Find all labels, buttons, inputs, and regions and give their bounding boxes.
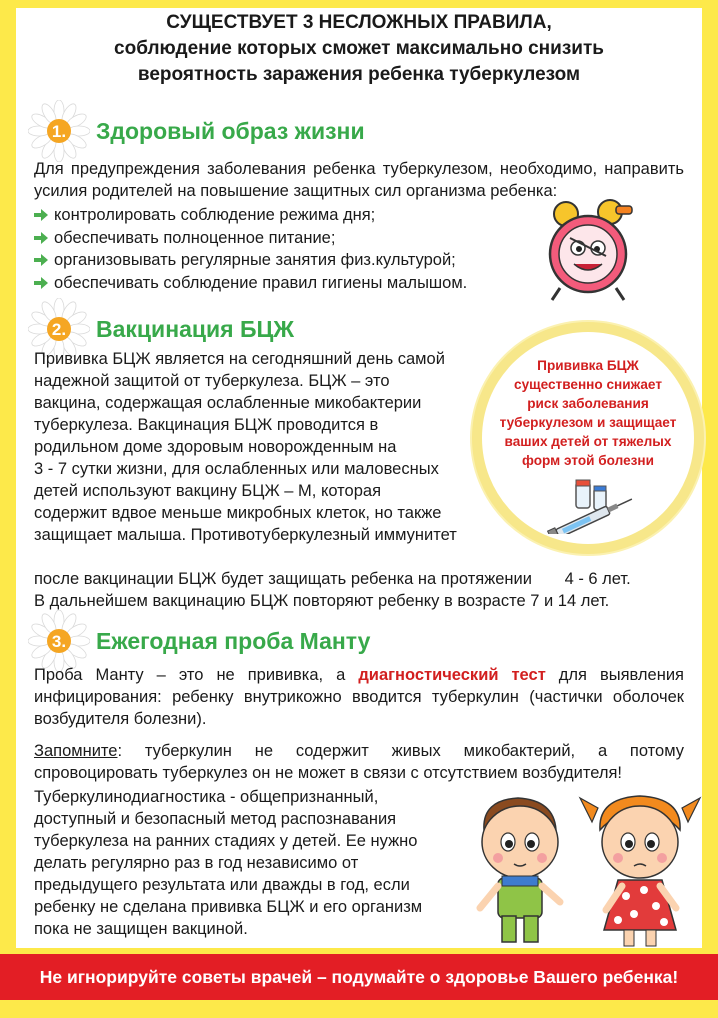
section-2-line-11: В дальнейшем вакцинацию БЦЖ повторяют ребенку в возрасте 7 и 14 лет.: [34, 592, 610, 610]
section-1-title: Здоровый образ жизни: [96, 118, 365, 144]
bcg-callout-text: Прививка БЦЖ существенно снижает риск заболевания туберкулезом и защищает ваших детей от тяжелых форм этой болезни: [499, 358, 677, 468]
footer-banner: Не игнорируйте советы врачей – подумайте о здоровье Вашего ребенка!: [0, 954, 718, 1000]
section-2-line-10: после вакцинации БЦЖ будет защищать ребенка на протяжении 4 - 6 лет.: [34, 570, 631, 588]
section-3-paragraph-1: Проба Манту – это не прививка, а диагностический тест для выявления инфицирования: ребенку внутрикожно вводится туберкулин (частички оболочек возбудителя болезни).: [34, 666, 684, 728]
list-item: обеспечивать полноценное питание;: [34, 227, 467, 250]
arrow-right-icon: [34, 277, 48, 289]
header-line-1: СУЩЕСТВУЕТ 3 НЕСЛОЖНЫХ ПРАВИЛА,: [166, 12, 552, 33]
section-3-remember: Запомните: туберкулин не содержит живых микобактерий, а потому спровоцировать туберкулез он не может в связи с отсутствием возбудителя!: [34, 742, 684, 782]
section-1-number: 1.: [51, 122, 67, 141]
section-1-intro: Для предупреждения заболевания ребенка туберкулезом, необходимо, направить усилия родителей на повышение защитных сил организма ребенка:: [34, 160, 684, 200]
section-3-title: Ежегодная проба Манту: [96, 628, 371, 654]
section-2-number: 2.: [51, 320, 67, 339]
diagnostic-test-highlight: диагностический тест: [358, 666, 546, 684]
section-2-title: Вакцинация БЦЖ: [96, 316, 295, 342]
remember-label: Запомните: [34, 742, 118, 760]
header-line-2: соблюдение которых сможет максимально снизить: [114, 38, 604, 59]
girl-illustration: [578, 786, 702, 950]
poster-header: [0, 10, 718, 88]
daisy-icon: [28, 100, 90, 162]
header-line-3: вероятность заражения ребенка туберкулезом: [137, 64, 581, 85]
list-item: организовывать регулярные занятия физ.культурой;: [34, 249, 467, 272]
section-3-number: 3.: [51, 632, 67, 651]
section-2-text: Прививка БЦЖ является на сегодняшний день самой надежной защитой от туберкулеза. БЦЖ – это вакцина, содержащая ослабленные микобактерии туберкулеза. Вакцинация БЦЖ проводится в родильном доме здоровым новорожденным на 3 - 7 сутки жизни, для ослабленных или маловесных детей используют вакцину БЦЖ – М, которая содержит вдвое меньше микробных клеток, но также защищает малыша. Противотуберкулезный иммунитет: [34, 350, 457, 544]
section-1-list: [34, 204, 467, 294]
daisy-icon: [28, 610, 90, 672]
alarm-clock-illustration: [540, 196, 640, 304]
list-item: обеспечивать соблюдение правил гигиены малышом.: [34, 272, 467, 295]
section-3-paragraph-3: Туберкулинодиагностика - общепризнанный, доступный и безопасный метод распознавания туберкулеза на ранних стадиях у детей. Ее нужно делать регулярно раз в год независимо от предыдущего результата или дважды в год, если ребенку не сделана прививка БЦЖ и его организм пока не защищен вакциной.: [34, 788, 423, 938]
arrow-right-icon: [34, 232, 48, 244]
list-item: контролировать соблюдение режима дня;: [34, 204, 467, 227]
footer-border: [0, 1000, 718, 1018]
boy-illustration: [462, 790, 580, 950]
arrow-right-icon: [34, 254, 48, 266]
arrow-right-icon: [34, 209, 48, 221]
syringe-vials-icon: [540, 478, 640, 534]
